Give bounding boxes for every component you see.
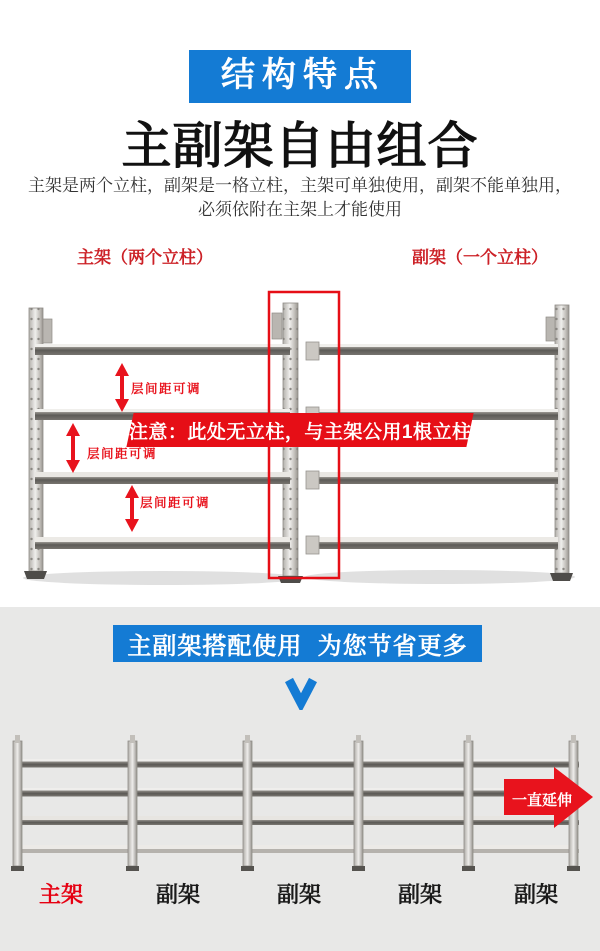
bottom-label-main: 主架 <box>38 882 83 907</box>
bottom-label-aux-2: 副架 <box>276 882 321 907</box>
spacing-label-3: 层间距可调 <box>140 496 211 510</box>
section-badge-text: 结构特点 <box>189 50 411 103</box>
spacing-label-2: 层间距可调 <box>87 447 158 461</box>
combo-banner <box>113 625 482 662</box>
chevron-down-icon <box>284 676 318 710</box>
extend-arrow-label: 一直延伸 <box>511 792 572 809</box>
bottom-label-aux-3: 副架 <box>397 882 442 907</box>
main-rack-shadow <box>23 571 303 585</box>
bottom-label-aux-1: 副架 <box>155 882 200 907</box>
main-rack-label: 主架（两个立柱） <box>77 248 213 267</box>
section-badge <box>0 50 600 103</box>
page-title: 主副架自由组合 <box>121 118 479 174</box>
description-line-1: 主架是两个立柱，副架是一格立柱，主架可单独使用，副架不能单独用， <box>28 176 572 195</box>
combo-banner-text: 主副架搭配使用 为您节省更多 <box>127 633 468 660</box>
description <box>0 174 600 222</box>
description-line-2: 必须依附在主架上才能使用 <box>198 200 402 219</box>
spacing-label-1: 层间距可调 <box>131 382 202 396</box>
aux-rack-label: 副架（一个立柱） <box>412 248 548 267</box>
notice-ribbon-text: 注意：此处无立柱，与主架公用1根立柱 <box>128 421 472 443</box>
bottom-label-aux-4: 副架 <box>513 882 558 907</box>
rack-rails <box>13 759 579 853</box>
aux-rack-shadow <box>305 570 575 584</box>
notice-ribbon <box>126 413 473 447</box>
